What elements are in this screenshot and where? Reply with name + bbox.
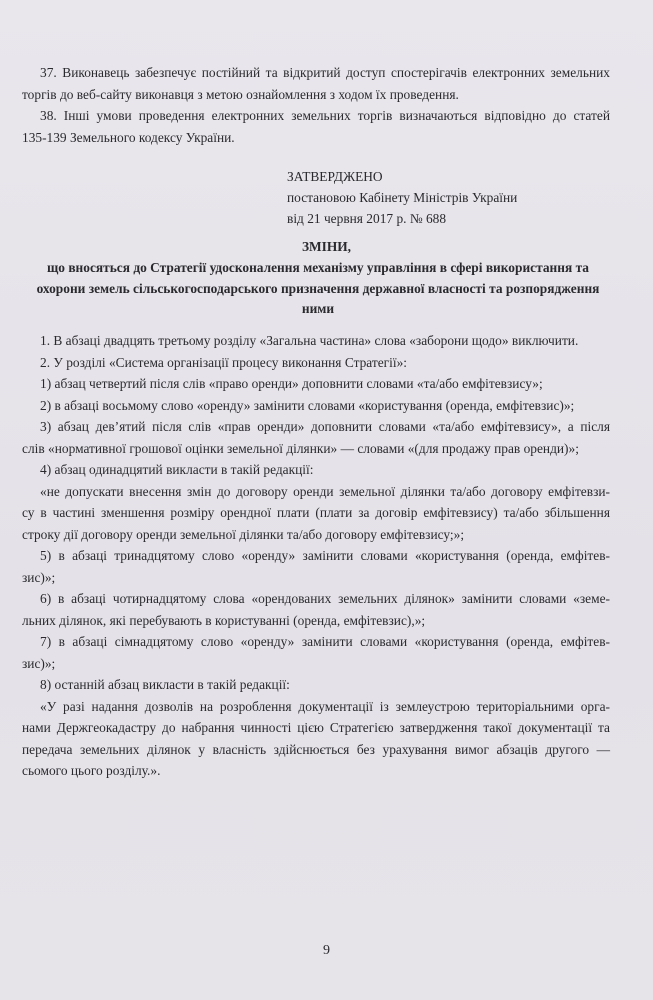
paragraph bbox=[22, 588, 610, 631]
text-line: 5) в абзаці тринадцятому слово «оренду» замінити словами «користування (оренда, емфітев- bbox=[40, 548, 610, 563]
paragraph bbox=[22, 696, 610, 782]
approval-label: ЗАТВЕРДЖЕНО bbox=[287, 169, 383, 184]
paragraph bbox=[22, 674, 610, 696]
text-line: 6) в абзаці чотирнадцятому слова «орендованих земельних ділянок» замінити словами «земе- bbox=[40, 591, 610, 606]
text-line: сьомого цього розділу.». bbox=[22, 763, 161, 778]
amendments-list bbox=[22, 330, 610, 782]
text-line: 2. У розділі «Система організації процесу виконання Стратегії»: bbox=[40, 354, 408, 370]
paragraph bbox=[22, 631, 610, 674]
approval-date: від 21 червня 2017 р. № 688 bbox=[287, 211, 447, 226]
paragraph bbox=[22, 545, 610, 588]
text-line: льних ділянок, які перебувають в користуванні (оренда, емфітевзис),»; bbox=[22, 612, 426, 628]
text-line: 2) в абзаці восьмому слово «оренду» замінити словами «користування (оренда, емфітевзис)»; bbox=[40, 397, 575, 413]
text-line: нами Держгеокадастру до набрання чинності цією Стратегією затвердження такої документації та bbox=[22, 720, 610, 735]
intro-paragraphs bbox=[22, 62, 610, 148]
text-line: передача земельних ділянок у власність здійснюється без урахування вимог абзаців другого — bbox=[22, 741, 610, 757]
document-subtitle: що вносяться до Стратегії удосконалення механізму управління в сфері використання та охорони земель сільськогосподарського призначення державної власності та розпорядження ними bbox=[36, 260, 600, 316]
paragraph bbox=[22, 416, 610, 459]
approval-stamp bbox=[287, 166, 517, 229]
text-line: строку дії договору оренди земельної ділянки та/або договору емфітевзису;»; bbox=[22, 526, 465, 542]
text-line: слів «нормативної грошової оцінки земельної ділянки» — словами «(для продажу прав оренди)»; bbox=[22, 440, 579, 456]
paragraph bbox=[22, 373, 610, 395]
document-title: ЗМІНИ, bbox=[301, 239, 352, 254]
text-line: 8) останній абзац викласти в такій редакції: bbox=[40, 677, 290, 692]
text-line: 1) абзац четвертий після слів «право оренди» доповнити словами «та/або емфітевзису»; bbox=[40, 376, 543, 391]
text-line: зис)»; bbox=[22, 569, 56, 585]
text-line: су в частині зменшення розміру орендної плати (плати за договір емфітевзису) та/або збільшення bbox=[22, 505, 610, 520]
text-line: 7) в абзаці сімнадцятому слово «оренду» замінити словами «користування (оренда, емфітев- bbox=[40, 634, 610, 649]
text-line: «не допускати внесення змін до договору оренди земельної ділянки та/або договору емфітевзи- bbox=[40, 483, 610, 499]
approval-by: постановою Кабінету Міністрів України bbox=[287, 190, 518, 205]
text-line: 4) абзац одинадцятий викласти в такій редакції: bbox=[40, 462, 314, 477]
text-line: 37. Виконавець забезпечує постійний та відкритий доступ спостерігачів електронних земельних bbox=[40, 65, 610, 80]
paragraph bbox=[22, 330, 610, 352]
text-line: 3) абзац дев’ятий після слів «прав оренди» доповнити словами «та/або емфітевзису», а після bbox=[40, 419, 610, 434]
paragraph bbox=[22, 395, 610, 417]
text-line: зис)»; bbox=[22, 655, 56, 671]
text-line: торгів до веб-сайту виконавця з метою ознайомлення з ходом їх проведення. bbox=[22, 86, 459, 102]
text-line: 1. В абзаці двадцять третьому розділу «Загальна частина» слова «заборони щодо» виключити. bbox=[40, 333, 579, 348]
paragraph bbox=[22, 352, 610, 374]
text-line: 38. Інші умови проведення електронних земельних торгів визначаються відповідно до статей bbox=[40, 108, 610, 123]
paragraph bbox=[22, 105, 610, 148]
text-line: «У разі надання дозволів на розроблення документації із землеустрою територіальними орга- bbox=[40, 698, 610, 714]
paragraph bbox=[22, 62, 610, 105]
paragraph bbox=[22, 459, 610, 481]
text-line: 135-139 Земельного кодексу України. bbox=[22, 129, 235, 145]
paragraph bbox=[22, 481, 610, 546]
page-number: 9 bbox=[323, 943, 330, 958]
